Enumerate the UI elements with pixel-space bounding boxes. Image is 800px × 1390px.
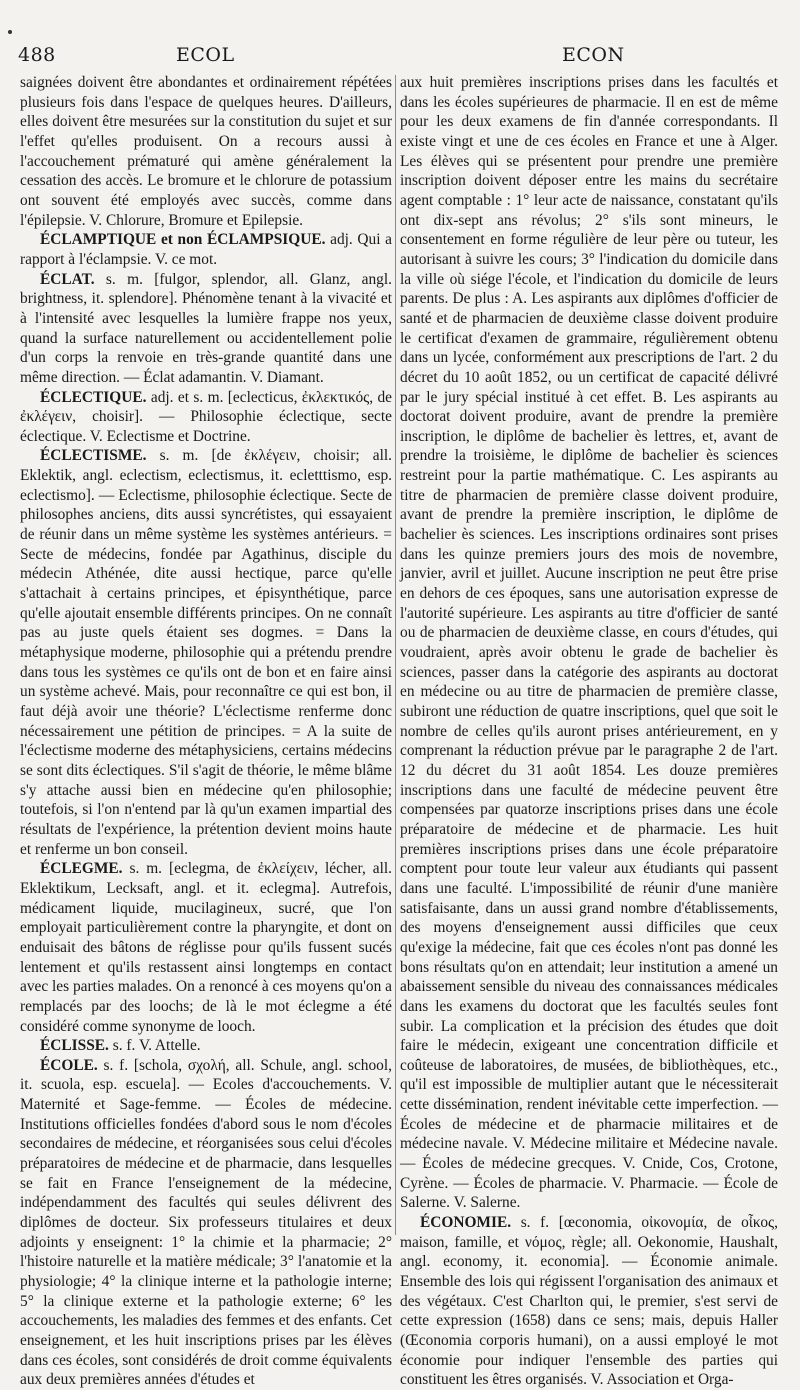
definition: s. f. [œconomia, οἰκονομία, de οἶκος, maison, famille, et νόμος, règle; all. Oekonomie, Haushalt, angl. economy, it. economia]. — Économie animale. Ensemble des lois qui régissent l'organisation des animaux et des végétaux. C'est Charlton qui, le premier, s'est servi de cette expression (1658) dans ce sens; mais, depuis Haller (Œconomia corporis humani), on a aussi employé le mot économie pour indiquer l'ensemble des parties qui constituent les êtres organisés. V. Association et Orga- [400,1214,778,1389]
left-column [20,73,392,1390]
entry-ecole [20,1056,392,1390]
entry-economie [400,1213,778,1390]
definition: s. f. V. Attelle. [108,1037,201,1055]
entry-eclat [20,270,392,388]
headword: ÉCLECTIQUE. [40,388,147,406]
definition: adj. Qui a rapport à l'éclampsie. V. ce mot. [20,231,392,268]
definition: s. m. [de ἐκλέγειν, choisir; all. Eklektik, angl. eclectism, eclectismus, it. ecletttismo, esp. eclectismo]. — Eclectisme, philosophie éclectique. Secte de philosophes anciens, dits aussi syncrétistes, qui essayaient de réunir dans un même système les systèmes antérieurs. = Secte de médecins, fondée par Agathinus, disciple du médecin Athénée, dite aussi hectique, parce qu'elle s'attachait à certains principes, et épisynthétique, parce qu'elle ajoutait ensemble différents principes. On ne connaît pas au juste quels étaient ses dogmes. = Dans la métaphysique moderne, philosophie qui a prétendu prendre dans tous les systèmes ce qu'ils ont de bon et en faire ainsi un système achevé. Mais, pour reconnaître ce qui est bon, il faut déjà avoir une théorie? L'éclectisme renferme donc nécessairement une pétition de principes. = A la suite de l'éclectisme moderne des métaphysiciens, certains médecins se sont dits éclectiques. S'il s'agit de théorie, le même blâme s'y attache aussi bien en médecine qu'en philosophie; toutefois, si l'on n'entend par là qu'un examen impartial des résultats de l'expérience, la prétention devient moins haute et renferme un bon conseil. [20,447,392,858]
headword: ÉCLAMPTIQUE et non ÉCLAMPSIQUE. [40,231,326,249]
running-header [0,44,800,70]
headword: ÉCLAT. [40,270,95,288]
headword: ÉCLEGME. [40,860,123,878]
column-divider [395,75,396,1235]
entry-eclamptique [20,230,392,269]
definition: s. m. [fulgor, splendor, all. Glanz, angl. brightness, it. splendore]. Phénomène tenant à la vivacité et à l'intensité avec lesquelles la lumière frappe nos yeux, quand la surface naturellement ou accidentellement polie d'un corps la renvoie en très-grande quantité dans une même direction. — Éclat adamantin. V. Diamant. [20,270,392,386]
entry-continuation: saignées doivent être abondantes et ordinairement répétées plusieurs fois dans l'espace de quelques heures. D'ailleurs, elles doivent être mesurées sur la constitution du sujet et sur l'effet qu'elles produisent. On a recours aussi à l'accouchement prématuré qui amène généralement la cessation des accès. Le bromure et le chlorure de potassium ont souvent été employés avec succès, comme dans l'épilepsie. V. Chlorure, Bromure et Epilepsie. [20,74,392,229]
right-column [400,73,778,1390]
entry-eclegme [20,859,392,1036]
header-left-word: ECOL [176,44,235,66]
entry-eclectisme [20,446,392,859]
entry-continuation: aux huit premières inscriptions prises dans les facultés et dans les écoles supérieures de pharmacie. Il en est de même pour les deux examens de fin d'année correspondants. Il existe vingt et une de ces écoles en France et une à Alger. Les élèves qui se présentent pour prendre une première inscription doivent déposer entre les mains du secrétaire agent comptable : 1° leur acte de naissance, constatant qu'ils ont dix-sept ans révolus; 2° s'ils sont mineurs, le consentement en forme régulière de leur père ou tuteur, les autorisant à suivre les cours; 3° l'indication du domicile dans la ville où siége l'école, et l'indication du domicile de leurs parents. De plus : A. Les aspirants aux diplômes d'officier de santé et de pharmacien de deuxième classe doivent produire le certificat d'examen de grammaire, régulièrement obtenu dans un lycée, conformément aux prescriptions de l'art. 2 du décret du 10 août 1852, ou un certificat de capacité délivré par le jury spécial institué à cet effet. B. Les aspirants au doctorat doivent produire, avant de prendre la première inscription, le diplôme de bachelier ès lettres, et, avant de prendre la troisième, le diplôme de bachelier ès sciences restreint pour la partie mathématique. C. Les aspirants au titre de pharmacien de première classe doivent produire, avant de prendre la première inscription, le diplôme de bachelier ès sciences. Les inscriptions ordinaires sont prises dans les quinze premiers jours des mois de novembre, janvier, avril et juillet. Aucune inscription ne peut être prise en dehors de ces époques, sans une autorisation expresse de l'autorité supérieure. Les aspirants au titre d'officier de santé ou de pharmacien de deuxième classe, en cours d'études, qui voudraient, après avoir obtenu le grade de bachelier ès sciences, passer dans la catégorie des aspirants au doctorat en médecine ou au titre de pharmacien de première classe, subiront une réduction de quatre inscriptions, quel que soit le nombre de celles qu'ils auront prises antérieurement, en y comprenant la réduction prévue par le paragraphe 2 de l'art. 12 du décret du 31 août 1854. Les douze premières inscriptions dans une faculté de médecine peuvent être compensées par quatorze inscriptions prises dans une école préparatoire de médecine et de pharmacie. Les huit premières inscriptions prises dans une école préparatoire comptent pour toute leur valeur aux étudiants qui passent dans une faculté. L'impossibilité de réunir d'une manière satisfaisante, dans un aussi grand nombre d'établissements, des moyens d'enseignement aussi difficiles que ceux qu'exige la médecine, fait que ces écoles n'ont pas donné les bons résultats qu'on en attendait; leur institution a amené un abaissement sensible du niveau des connaissances médicales dans les examens du doctorat que les facultés seules font subir. La complication et la précision des études que doit faire le médecin, exigeant une concentration difficile et coûteuse de laboratoires, de musées, de bibliothèques, etc., qu'il est impossible de multiplier autant que le nécessiterait cette dissémination, rendent inévitable cette imperfection. — Écoles de médecine et de pharmacie militaires et de médecine navale. V. Médecine militaire et Médecine navale. — Écoles de médecine grecques. V. Cnide, Cos, Crotone, Cyrène. — Écoles de pharmacie. V. Pharmacie. — École de Salerne. V. Salerne. [400,74,778,1212]
headword: ÉCLISSE. [40,1037,109,1055]
ink-dot [8,30,12,34]
definition: s. f. [schola, σχολή, all. Schule, angl. school, it. scuola, esp. escuela]. — Ecoles d'accouchements. V. Maternité et Sage-femme. — Écoles de médecine. Institutions officielles fondées d'abord sous le nom d'écoles secondaires de médecine, et réorganisées sous celui d'écoles préparatoires de médecine et de pharmacie, dans lesquelles se fait en France l'enseignement de la médecine, indépendamment des facultés qui seules délivrent des diplômes de docteur. Six professeurs titulaires et deux adjoints y enseignent: 1° la chimie et la pharmacie; 2° l'histoire naturelle et la matière médicale; 3° l'anatomie et la physiologie; 4° la clinique interne et la pathologie interne; 5° la clinique externe et la pathologie externe; 6° les accouchements, les maladies des femmes et des enfants. Cet enseignement, et les huit inscriptions prises par les élèves dans ces écoles, sont considérés de droit comme équivalents aux deux premières années d'études et [20,1056,392,1389]
header-right-word: ECON [562,44,625,66]
entry-eclisse [20,1036,392,1056]
definition: s. m. [eclegma, de ἐκλείχειν, lécher, all. Eklektikum, Lecksaft, angl. et it. eclegma]. Autrefois, médicament liquide, mucilagineux, sucré, que l'on employait particulièrement contre la pharyngite, et dont on enduisait des bâtons de réglisse pour qu'ils fussent sucés lentement et qu'ils restassent ainsi longtemps en contact avec les parties malades. On a renoncé à ces moyens qu'on a remplacés par des loochs; de là le mot éclegme a été considéré comme synonyme de looch. [20,860,392,1035]
headword: ÉCOLE. [40,1056,98,1074]
headword: ÉCONOMIE. [420,1214,512,1232]
page-number: 488 [18,44,56,66]
definition: adj. et s. m. [eclecticus, ἐκλεκτικός, de ἐκλέγειν, choisir]. — Philosophie éclectique, secte éclectique. V. Eclectisme et Doctrine. [20,388,392,445]
headword: ÉCLECTISME. [40,447,147,465]
entry-eclectique [20,388,392,447]
